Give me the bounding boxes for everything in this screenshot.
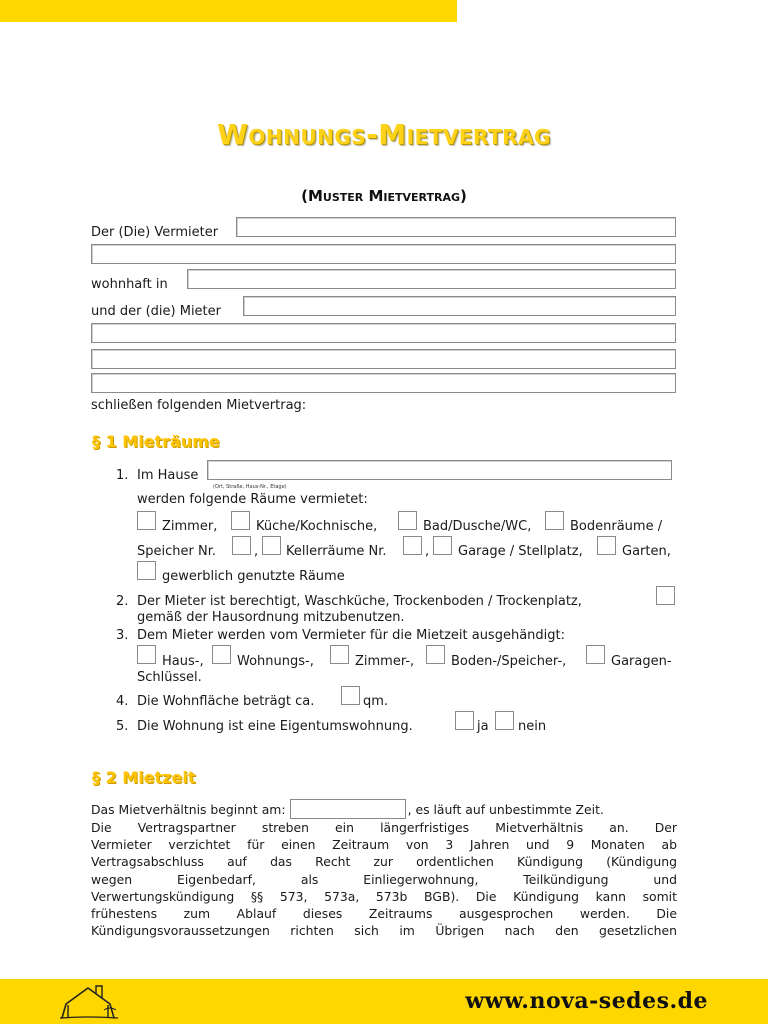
paragraph-line: Vermieter verzichtet für einen Zeitraum von 3 Jahren und 9 Monaten ab (91, 837, 677, 853)
top-accent-bar (0, 0, 457, 22)
bad-label: Bad/Dusche/WC, (423, 519, 532, 534)
mieter-address-field[interactable] (91, 349, 676, 369)
zimmer-label: Zimmer, (162, 519, 218, 534)
beginn-label: Das Mietverhältnis beginnt am: (91, 802, 286, 817)
keller-comma: , (425, 544, 430, 559)
vermieter-address-field[interactable] (187, 269, 676, 289)
paragraph-line: Kündigungsvoraussetzungen richten sich im Übrigen nach den gesetzlichen (91, 923, 677, 939)
item-3-number: 3. (116, 628, 129, 643)
keller-checkbox[interactable] (262, 536, 281, 555)
paragraph-line: Verwertungskündigung §§ 573, 573a, 573b BGB). Die Kündigung kann somit (91, 888, 677, 904)
keller-label: Kellerräume Nr. (286, 544, 387, 559)
haus-address-hint: (Ort, Straße, Haus-Nr., Etage) (213, 484, 287, 490)
wohnhaft-label: wohnhaft in (91, 277, 168, 292)
zimmer-schluessel-label: Zimmer-, (355, 654, 415, 669)
document-subtitle: (Muster Mietvertrag) (301, 187, 467, 205)
haus-schluessel-label: Haus-, (162, 654, 204, 669)
kueche-label: Küche/Kochnische, (256, 519, 378, 534)
im-hause-label: Im Hause (137, 468, 199, 483)
footer-url[interactable]: www.nova-sedes.de (465, 988, 708, 1014)
item-5-number: 5. (116, 719, 129, 734)
paragraph-line: Die Vertragspartner streben ein längerfristiges Mietverhältnis an. Der (91, 820, 677, 835)
keller-nr-box[interactable] (403, 536, 422, 555)
rooms-intro: werden folgende Räume vermietet: (137, 492, 368, 507)
paragraph-line: frühestens zum Ablauf dieses Zeitraums ausgesprochen werden. Die (91, 906, 677, 922)
mieter-label: und der (die) Mieter (91, 304, 221, 319)
speicher-label: Speicher Nr. (137, 544, 216, 559)
item-1-number: 1. (116, 468, 129, 483)
kueche-checkbox[interactable] (231, 511, 250, 530)
bodenraeume-checkbox[interactable] (545, 511, 564, 530)
vermieter-label: Der (Die) Vermieter (91, 225, 219, 240)
gewerblich-label: gewerblich genutzte Räume (162, 569, 345, 584)
trockenplatz-checkbox[interactable] (656, 586, 675, 605)
mieter-name-field-2[interactable] (91, 323, 676, 343)
section-1-heading: § 1 Mieträume (92, 432, 220, 451)
bad-checkbox[interactable] (398, 511, 417, 530)
vermieter-name-field-2[interactable] (91, 244, 676, 264)
item-2-text-cont: gemäß der Hausordnung mitzubenutzen. (137, 610, 405, 625)
wohnflaeche-label: Die Wohnfläche beträgt ca. (137, 694, 315, 709)
garten-label: Garten, (622, 544, 671, 559)
speicher-comma: , (254, 544, 259, 559)
schluessel-label: Schlüssel. (137, 670, 202, 685)
garage-checkbox[interactable] (433, 536, 452, 555)
boden-schluessel-box[interactable] (426, 645, 445, 664)
mieter-address-field-2[interactable] (91, 373, 676, 393)
beginn-rest: , es läuft auf unbestimmte Zeit. (407, 802, 604, 817)
eigentum-nein-checkbox[interactable] (495, 711, 514, 730)
garten-checkbox[interactable] (597, 536, 616, 555)
document-title: Wohnungs-Mietvertrag (217, 118, 551, 151)
paragraph-line: Vertragsabschluss auf das Recht zur ordentlichen Kündigung (Kündigung (91, 854, 677, 870)
wohnflaeche-field[interactable] (341, 686, 360, 705)
item-4-number: 4. (116, 694, 129, 709)
eigentum-nein-label: nein (518, 719, 547, 734)
garagen-schluessel-box[interactable] (586, 645, 605, 664)
eigentum-ja-checkbox[interactable] (455, 711, 474, 730)
zimmer-count-box[interactable] (137, 511, 156, 530)
bodenraeume-label: Bodenräume / (570, 519, 663, 534)
mieter-name-field[interactable] (243, 296, 676, 316)
beginn-date-field[interactable] (290, 799, 406, 819)
gewerblich-checkbox[interactable] (137, 561, 156, 580)
eigentum-ja-label: ja (477, 719, 489, 734)
wohnungs-schluessel-box[interactable] (212, 645, 231, 664)
eigentum-label: Die Wohnung ist eine Eigentumswohnung. (137, 719, 413, 734)
boden-schluessel-label: Boden-/Speicher-, (451, 654, 567, 669)
garagen-schluessel-label: Garagen- (611, 654, 672, 669)
house-icon (58, 980, 120, 1022)
item-2-text: Der Mieter ist berechtigt, Waschküche, Trockenboden / Trockenplatz, (137, 594, 582, 609)
schliessen-label: schließen folgenden Mietvertrag: (91, 398, 307, 413)
zimmer-schluessel-box[interactable] (330, 645, 349, 664)
wohnflaeche-unit: qm. (363, 694, 389, 709)
mietzeit-paragraph (91, 799, 677, 939)
haus-schluessel-box[interactable] (137, 645, 156, 664)
haus-address-field[interactable] (207, 460, 672, 480)
speicher-nr-box[interactable] (232, 536, 251, 555)
garage-label: Garage / Stellplatz, (458, 544, 583, 559)
section-2-heading: § 2 Mietzeit (92, 768, 196, 787)
wohnungs-schluessel-label: Wohnungs-, (237, 654, 314, 669)
item-3-text: Dem Mieter werden vom Vermieter für die Mietzeit ausgehändigt: (137, 628, 565, 643)
item-2-number: 2. (116, 594, 129, 609)
paragraph-line: wegen Eigenbedarf, als Einliegerwohnung, Teilkündigung und (91, 871, 677, 887)
vermieter-name-field[interactable] (236, 217, 676, 237)
